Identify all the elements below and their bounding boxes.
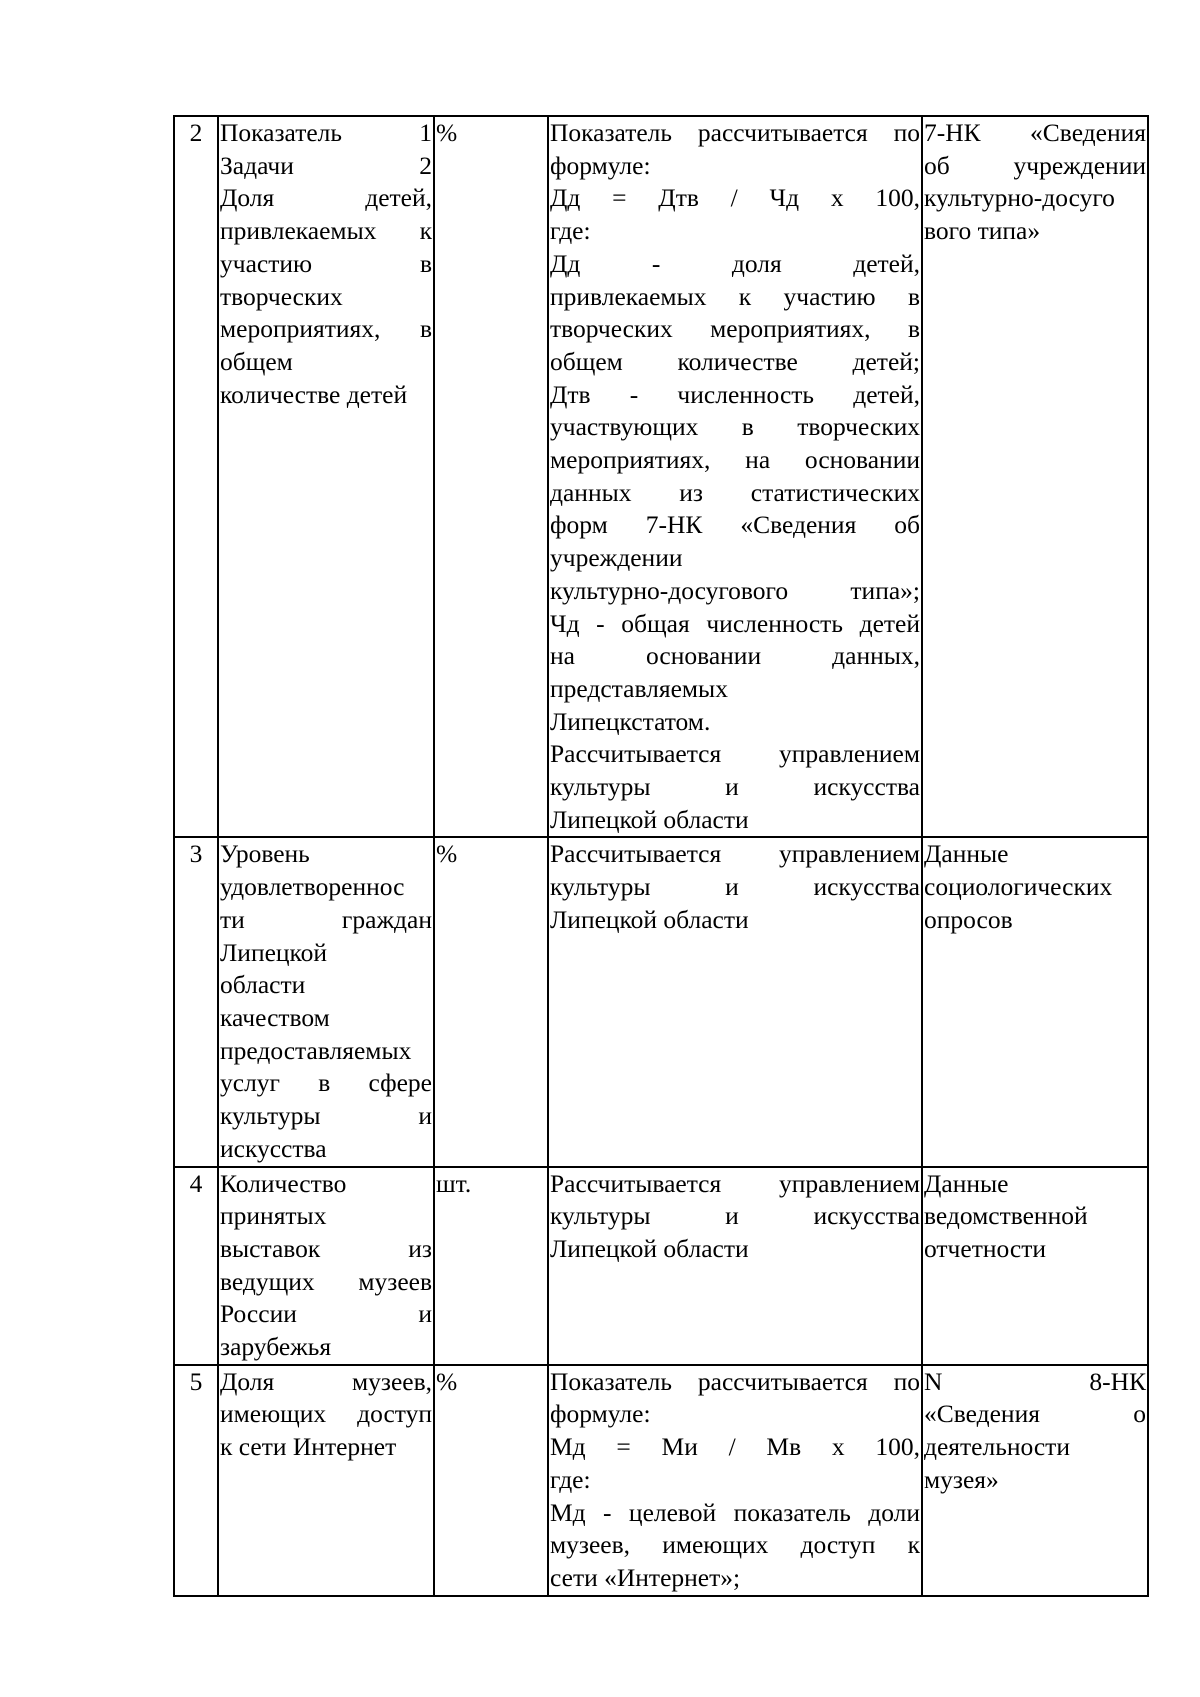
method-line: музеев, имеющих доступ к: [550, 1530, 920, 1560]
method-line: Показатель рассчитывается по: [550, 1366, 920, 1396]
source-line: Данные: [924, 1168, 1009, 1198]
row-number-cell: [174, 116, 218, 837]
unit: шт.: [436, 1168, 472, 1198]
indicator-name-cell: [218, 837, 434, 1166]
source-line: 7-НК «Сведения: [924, 118, 1146, 147]
calculation-method-cell: [548, 1365, 922, 1596]
method-line: культуры и искусства: [550, 1201, 920, 1231]
name-line: удовлетвореннос: [220, 872, 405, 902]
row-number: 4: [189, 1168, 203, 1198]
table-row: [174, 837, 1148, 1166]
data-source-cell: [922, 116, 1148, 837]
name-line: Липецкой: [220, 937, 328, 967]
method-line: формуле:: [550, 150, 651, 180]
name-line: предоставляемых: [220, 1035, 412, 1065]
name-line: Уровень: [220, 839, 310, 869]
method-line: Дд = Дтв / Чд x 100,: [550, 183, 920, 213]
source-line: культурно-досуго: [924, 183, 1115, 213]
name-line: мероприятиях, в: [220, 314, 432, 344]
name-line: имеющих доступ: [220, 1399, 432, 1429]
unit-cell: [434, 1365, 548, 1596]
method-line: Липецкой области: [550, 1233, 749, 1263]
name-line: России и: [220, 1299, 432, 1329]
source-line: музея»: [924, 1464, 999, 1494]
unit-cell: [434, 116, 548, 837]
method-line: сети «Интернет»;: [550, 1562, 741, 1592]
name-line: Доля детей,: [220, 183, 432, 213]
method-line: где:: [550, 216, 591, 246]
name-line: ведущих музеев: [220, 1266, 432, 1296]
source-line: деятельности: [924, 1432, 1070, 1462]
indicator-name-cell: [218, 1365, 434, 1596]
method-line: где:: [550, 1464, 591, 1494]
name-line: культуры и: [220, 1101, 432, 1131]
unit: %: [436, 118, 458, 147]
method-line: Дтв - численность детей,: [550, 379, 920, 409]
indicator-name-cell: [218, 116, 434, 837]
method-line: культуры и искусства: [550, 772, 920, 802]
name-line: принятых: [220, 1201, 327, 1231]
name-line: услуг в сфере: [220, 1068, 432, 1098]
indicators-table: [173, 115, 1149, 1597]
row-number: 5: [189, 1366, 203, 1396]
data-source-cell: [922, 1365, 1148, 1596]
name-line: области: [220, 970, 306, 1000]
name-line: зарубежья: [220, 1332, 332, 1362]
method-line: творческих мероприятиях, в: [550, 314, 920, 344]
unit: %: [436, 839, 458, 869]
source-line: социологических: [924, 872, 1113, 902]
name-line: общем: [220, 346, 293, 376]
name-line: выставок из: [220, 1233, 432, 1263]
data-source-cell: [922, 1167, 1148, 1365]
source-line: вого типа»: [924, 216, 1041, 246]
method-line: Липецкой области: [550, 804, 749, 834]
method-line: Липецкстатом.: [550, 706, 711, 736]
source-line: опросов: [924, 904, 1013, 934]
name-line: к сети Интернет: [220, 1432, 397, 1462]
method-line: участвующих в творческих: [550, 412, 920, 442]
data-source-cell: [922, 837, 1148, 1166]
name-line: ти граждан: [220, 904, 432, 934]
method-line: Рассчитывается управлением: [550, 839, 920, 869]
source-line: Данные: [924, 839, 1009, 869]
method-line: Рассчитывается управлением: [550, 1168, 920, 1198]
method-line: форм 7-НК «Сведения об: [550, 510, 920, 540]
unit: %: [436, 1366, 458, 1396]
calculation-method-cell: [548, 116, 922, 837]
method-line: мероприятиях, на основании: [550, 445, 920, 475]
method-line: культурно-досугового типа»;: [550, 575, 920, 605]
method-line: Чд - общая численность детей: [550, 608, 920, 638]
name-line: качеством: [220, 1002, 330, 1032]
name-line: Количество: [220, 1168, 347, 1198]
name-line: участию в: [220, 248, 432, 278]
source-line: «Сведения о: [924, 1399, 1146, 1429]
calculation-method-cell: [548, 1167, 922, 1365]
name-line: Доля музеев,: [220, 1366, 432, 1396]
method-line: привлекаемых к участию в: [550, 281, 920, 311]
method-line: общем количестве детей;: [550, 346, 920, 376]
table-body: [174, 116, 1148, 1596]
table-row: [174, 116, 1148, 837]
row-number-cell: [174, 837, 218, 1166]
source-line: отчетности: [924, 1233, 1046, 1263]
name-line: Показатель 1: [220, 118, 432, 147]
source-line: ведомственной: [924, 1201, 1088, 1231]
method-line: на основании данных,: [550, 641, 920, 671]
name-line: Задачи 2: [220, 150, 432, 180]
unit-cell: [434, 1167, 548, 1365]
row-number: 3: [189, 839, 203, 869]
table-row: [174, 1167, 1148, 1365]
method-line: Дд - доля детей,: [550, 248, 920, 278]
method-line: Мд = Ми / Мв x 100,: [550, 1432, 920, 1462]
row-number: 2: [189, 118, 203, 147]
method-line: данных из статистических: [550, 477, 920, 507]
method-line: Липецкой области: [550, 904, 749, 934]
source-line: об учреждении: [924, 150, 1146, 180]
name-line: привлекаемых к: [220, 216, 432, 246]
method-line: Показатель рассчитывается по: [550, 118, 920, 147]
indicator-name-cell: [218, 1167, 434, 1365]
row-number-cell: [174, 1365, 218, 1596]
method-line: учреждении: [550, 543, 683, 573]
calculation-method-cell: [548, 837, 922, 1166]
method-line: культуры и искусства: [550, 872, 920, 902]
method-line: Мд - целевой показатель доли: [550, 1497, 920, 1527]
name-line: искусства: [220, 1133, 327, 1163]
method-line: представляемых: [550, 673, 728, 703]
unit-cell: [434, 837, 548, 1166]
name-line: творческих: [220, 281, 343, 311]
table-row: [174, 1365, 1148, 1596]
method-line: формуле:: [550, 1399, 651, 1429]
row-number-cell: [174, 1167, 218, 1365]
method-line: Рассчитывается управлением: [550, 739, 920, 769]
name-line: количестве детей: [220, 379, 408, 409]
source-line: N 8-НК: [924, 1366, 1146, 1396]
